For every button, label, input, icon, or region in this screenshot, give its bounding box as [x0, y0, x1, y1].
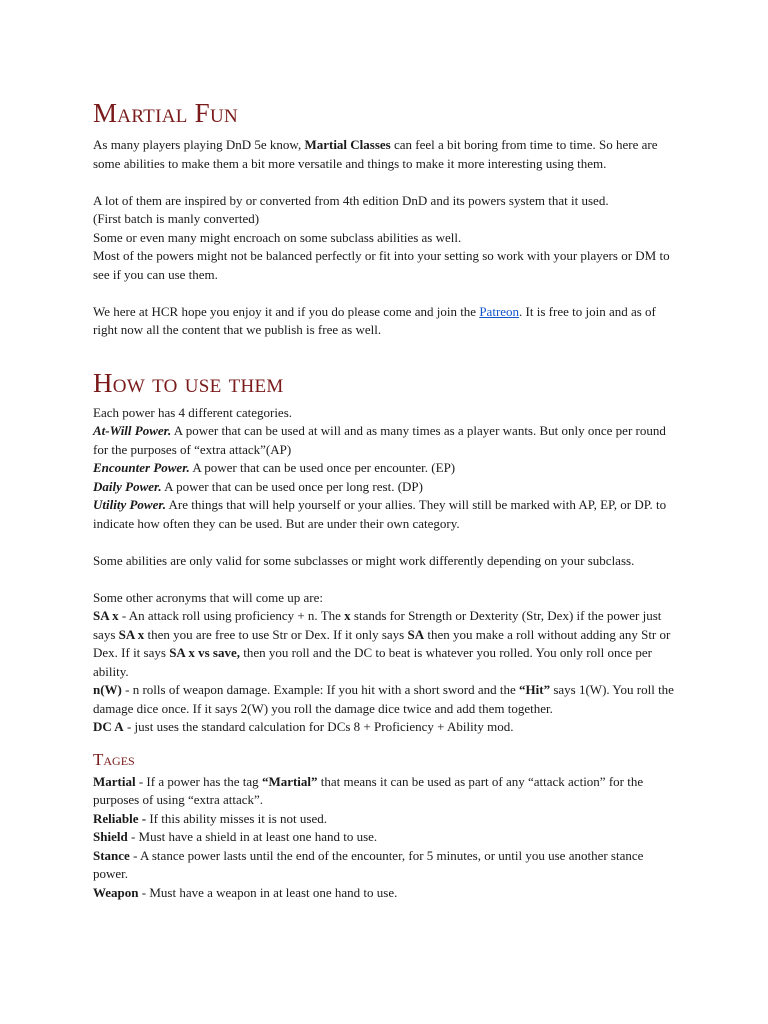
category-daily: Daily Power. A power that can be used once per long rest. (DP) — [93, 478, 423, 494]
category-utility: Utility Power. Are things that will help yourself or your allies. They will still be marked with AP, EP, or DP. to indicate how often they can be used. But are under their own category. — [93, 497, 667, 531]
martial-classes-term: Martial Classes — [304, 137, 391, 152]
patreon-paragraph: We here at HCR hope you enjoy it and if you do please come and join the Patreon. It is free to join and as of right now all the content that we publish is free as well. — [93, 303, 656, 337]
tag-reliable: Reliable - If this ability misses it is not used. — [93, 810, 327, 826]
subclass-note: Some or even many might encroach on some subclass abilities as well. — [93, 229, 462, 245]
acronym-dc-a: DC A - just uses the standard calculation for DCs 8 + Proficiency + Ability mod. — [93, 719, 514, 734]
acronym-sa-x: SA x - An attack roll using proficiency + n. The x stands for Strength or Dexterity (Str, Dex) if the power just says SA x then you are free to use Str or Dex. If it only says SA then you make a roll without adding any Str or Dex. If it says SA x vs save, then you roll and the DC to beat is whatever you rolled. You only roll once per ability. — [93, 608, 671, 679]
acronyms-lead: Some other acronyms that will come up are: — [93, 589, 323, 605]
subclass-validity-note: Some abilities are only valid for some subclasses or might work differently depending on your subclass. — [93, 552, 635, 568]
page-title: Martial Fun — [93, 98, 239, 128]
tag-stance: Stance - A stance power lasts until the end of the encounter, for 5 minutes, or until you use another stance power. — [93, 847, 644, 881]
acronym-n-w: n(W) - n rolls of weapon damage. Example: If you hit with a short sword and the “Hit” says 1(W). You roll the damage dice once. If it says 2(W) you roll the damage dice twice and add them together. — [93, 682, 674, 716]
category-at-will: At-Will Power. A power that can be used at will and as many times as a player wants. But only once per round for the purposes of “extra attack”(AP) — [93, 423, 666, 457]
section-heading-tages: Tages — [93, 749, 135, 769]
categories-lead: Each power has 4 different categories. — [93, 404, 293, 420]
patreon-link[interactable]: Patreon — [479, 303, 520, 319]
section-heading-how-to-use: How to use them — [93, 367, 284, 398]
balance-note: Most of the powers might not be balanced perfectly or fit into your setting so work with your players or DM to see if you can use them. — [93, 248, 670, 282]
document-content — [93, 96, 677, 902]
tag-martial: Martial - If a power has the tag “Martial” that means it can be used as part of any “attack action” for the purposes of using “extra attack”. — [93, 773, 644, 807]
category-encounter: Encounter Power. A power that can be used once per encounter. (EP) — [93, 460, 456, 475]
tag-shield: Shield - Must have a shield in at least one hand to use. — [93, 829, 378, 844]
batch-note: (First batch is manly converted) — [93, 211, 260, 226]
tag-weapon: Weapon - Must have a weapon in at least one hand to use. — [93, 884, 398, 900]
inspiration-line: A lot of them are inspired by or converted from 4th edition DnD and its powers system that it used. — [93, 192, 609, 208]
intro-paragraph: As many players playing DnD 5e know, Martial Classes can feel a bit boring from time to time. So here are some abilities to make them a bit more versatile and things to make it more interesting using them. — [93, 137, 658, 171]
